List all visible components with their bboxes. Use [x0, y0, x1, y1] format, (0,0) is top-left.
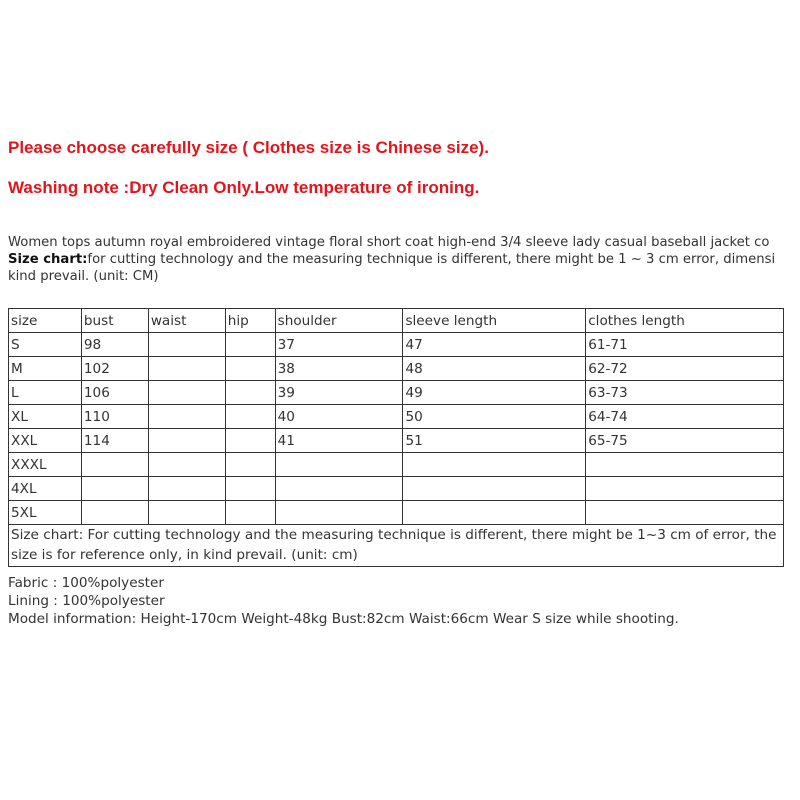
size-chart-intro	[8, 251, 800, 268]
table-cell: 40	[275, 405, 403, 429]
table-cell: 110	[81, 405, 148, 429]
table-cell: 64-74	[586, 405, 784, 429]
table-row	[9, 381, 784, 405]
table-cell: 61-71	[586, 333, 784, 357]
table-note-row	[9, 525, 784, 567]
table-cell: 41	[275, 429, 403, 453]
table-cell	[275, 501, 403, 525]
table-cell	[148, 501, 225, 525]
table-cell: 37	[275, 333, 403, 357]
table-row	[9, 501, 784, 525]
size-cell: L	[9, 381, 82, 405]
table-cell: 114	[81, 429, 148, 453]
table-cell	[225, 405, 275, 429]
table-row	[9, 477, 784, 501]
table-row	[9, 429, 784, 453]
table-cell	[403, 501, 586, 525]
table-cell: 65-75	[586, 429, 784, 453]
table-cell	[225, 381, 275, 405]
table-cell	[403, 453, 586, 477]
size-chart-label: Size chart:	[8, 252, 88, 267]
product-footer	[8, 574, 679, 628]
size-cell: XXL	[9, 429, 82, 453]
table-cell	[225, 429, 275, 453]
table-cell	[225, 477, 275, 501]
lining-info: Lining : 100%polyester	[8, 593, 165, 609]
table-cell: 106	[81, 381, 148, 405]
size-cell: M	[9, 357, 82, 381]
header-cell: waist	[148, 309, 225, 333]
table-cell	[148, 429, 225, 453]
header-cell: hip	[225, 309, 275, 333]
size-notice: Please choose carefully size ( Clothes size is Chinese size).	[8, 138, 489, 157]
table-cell: 47	[403, 333, 586, 357]
table-cell	[148, 405, 225, 429]
table-cell: 38	[275, 357, 403, 381]
header-cell: bust	[81, 309, 148, 333]
table-row	[9, 405, 784, 429]
header-cell: shoulder	[275, 309, 403, 333]
size-cell: 4XL	[9, 477, 82, 501]
header-cell: size	[9, 309, 82, 333]
size-cell: 5XL	[9, 501, 82, 525]
table-cell	[148, 381, 225, 405]
table-cell	[148, 477, 225, 501]
product-description	[8, 234, 800, 285]
table-row	[9, 357, 784, 381]
table-cell	[403, 477, 586, 501]
table-cell	[148, 357, 225, 381]
header-cell: sleeve length	[403, 309, 586, 333]
table-row	[9, 333, 784, 357]
size-cell: S	[9, 333, 82, 357]
table-cell: 98	[81, 333, 148, 357]
table-cell	[275, 453, 403, 477]
table-cell: 63-73	[586, 381, 784, 405]
table-header-row	[9, 309, 784, 333]
table-cell	[148, 333, 225, 357]
table-row	[9, 453, 784, 477]
size-chart-text: for cutting technology and the measuring technique is different, there might be 1 ~ 3 cm error, dimensi	[87, 252, 776, 267]
table-cell: 50	[403, 405, 586, 429]
size-chart-tail: kind prevail. (unit: CM)	[8, 269, 159, 284]
table-cell: 39	[275, 381, 403, 405]
table-cell	[225, 357, 275, 381]
table-cell	[225, 333, 275, 357]
size-chart-note: Size chart: For cutting technology and the measuring technique is different, there might be 1~3 cm of error, the size is for reference only, in kind prevail. (unit: cm)	[9, 525, 784, 567]
table-cell	[225, 501, 275, 525]
table-cell	[81, 477, 148, 501]
table-cell: 62-72	[586, 357, 784, 381]
header-cell: clothes length	[586, 309, 784, 333]
size-cell: XXXL	[9, 453, 82, 477]
table-cell	[225, 453, 275, 477]
table-cell: 102	[81, 357, 148, 381]
table-cell	[275, 477, 403, 501]
table-cell	[586, 453, 784, 477]
table-cell	[148, 453, 225, 477]
table-cell: 48	[403, 357, 586, 381]
size-table	[8, 308, 784, 567]
size-cell: XL	[9, 405, 82, 429]
fabric-info: Fabric : 100%polyester	[8, 575, 164, 591]
table-cell	[586, 501, 784, 525]
table-cell: 51	[403, 429, 586, 453]
table-cell	[81, 453, 148, 477]
table-cell: 49	[403, 381, 586, 405]
product-title: Women tops autumn royal embroidered vintage floral short coat high-end 3/4 sleeve lady casual baseball jacket co	[8, 235, 770, 250]
washing-notice: Washing note :Dry Clean Only.Low temperature of ironing.	[8, 178, 480, 197]
table-cell	[586, 477, 784, 501]
model-info: Model information: Height-170cm Weight-48kg Bust:82cm Waist:66cm Wear S size while shooting.	[8, 611, 679, 627]
table-cell	[81, 501, 148, 525]
